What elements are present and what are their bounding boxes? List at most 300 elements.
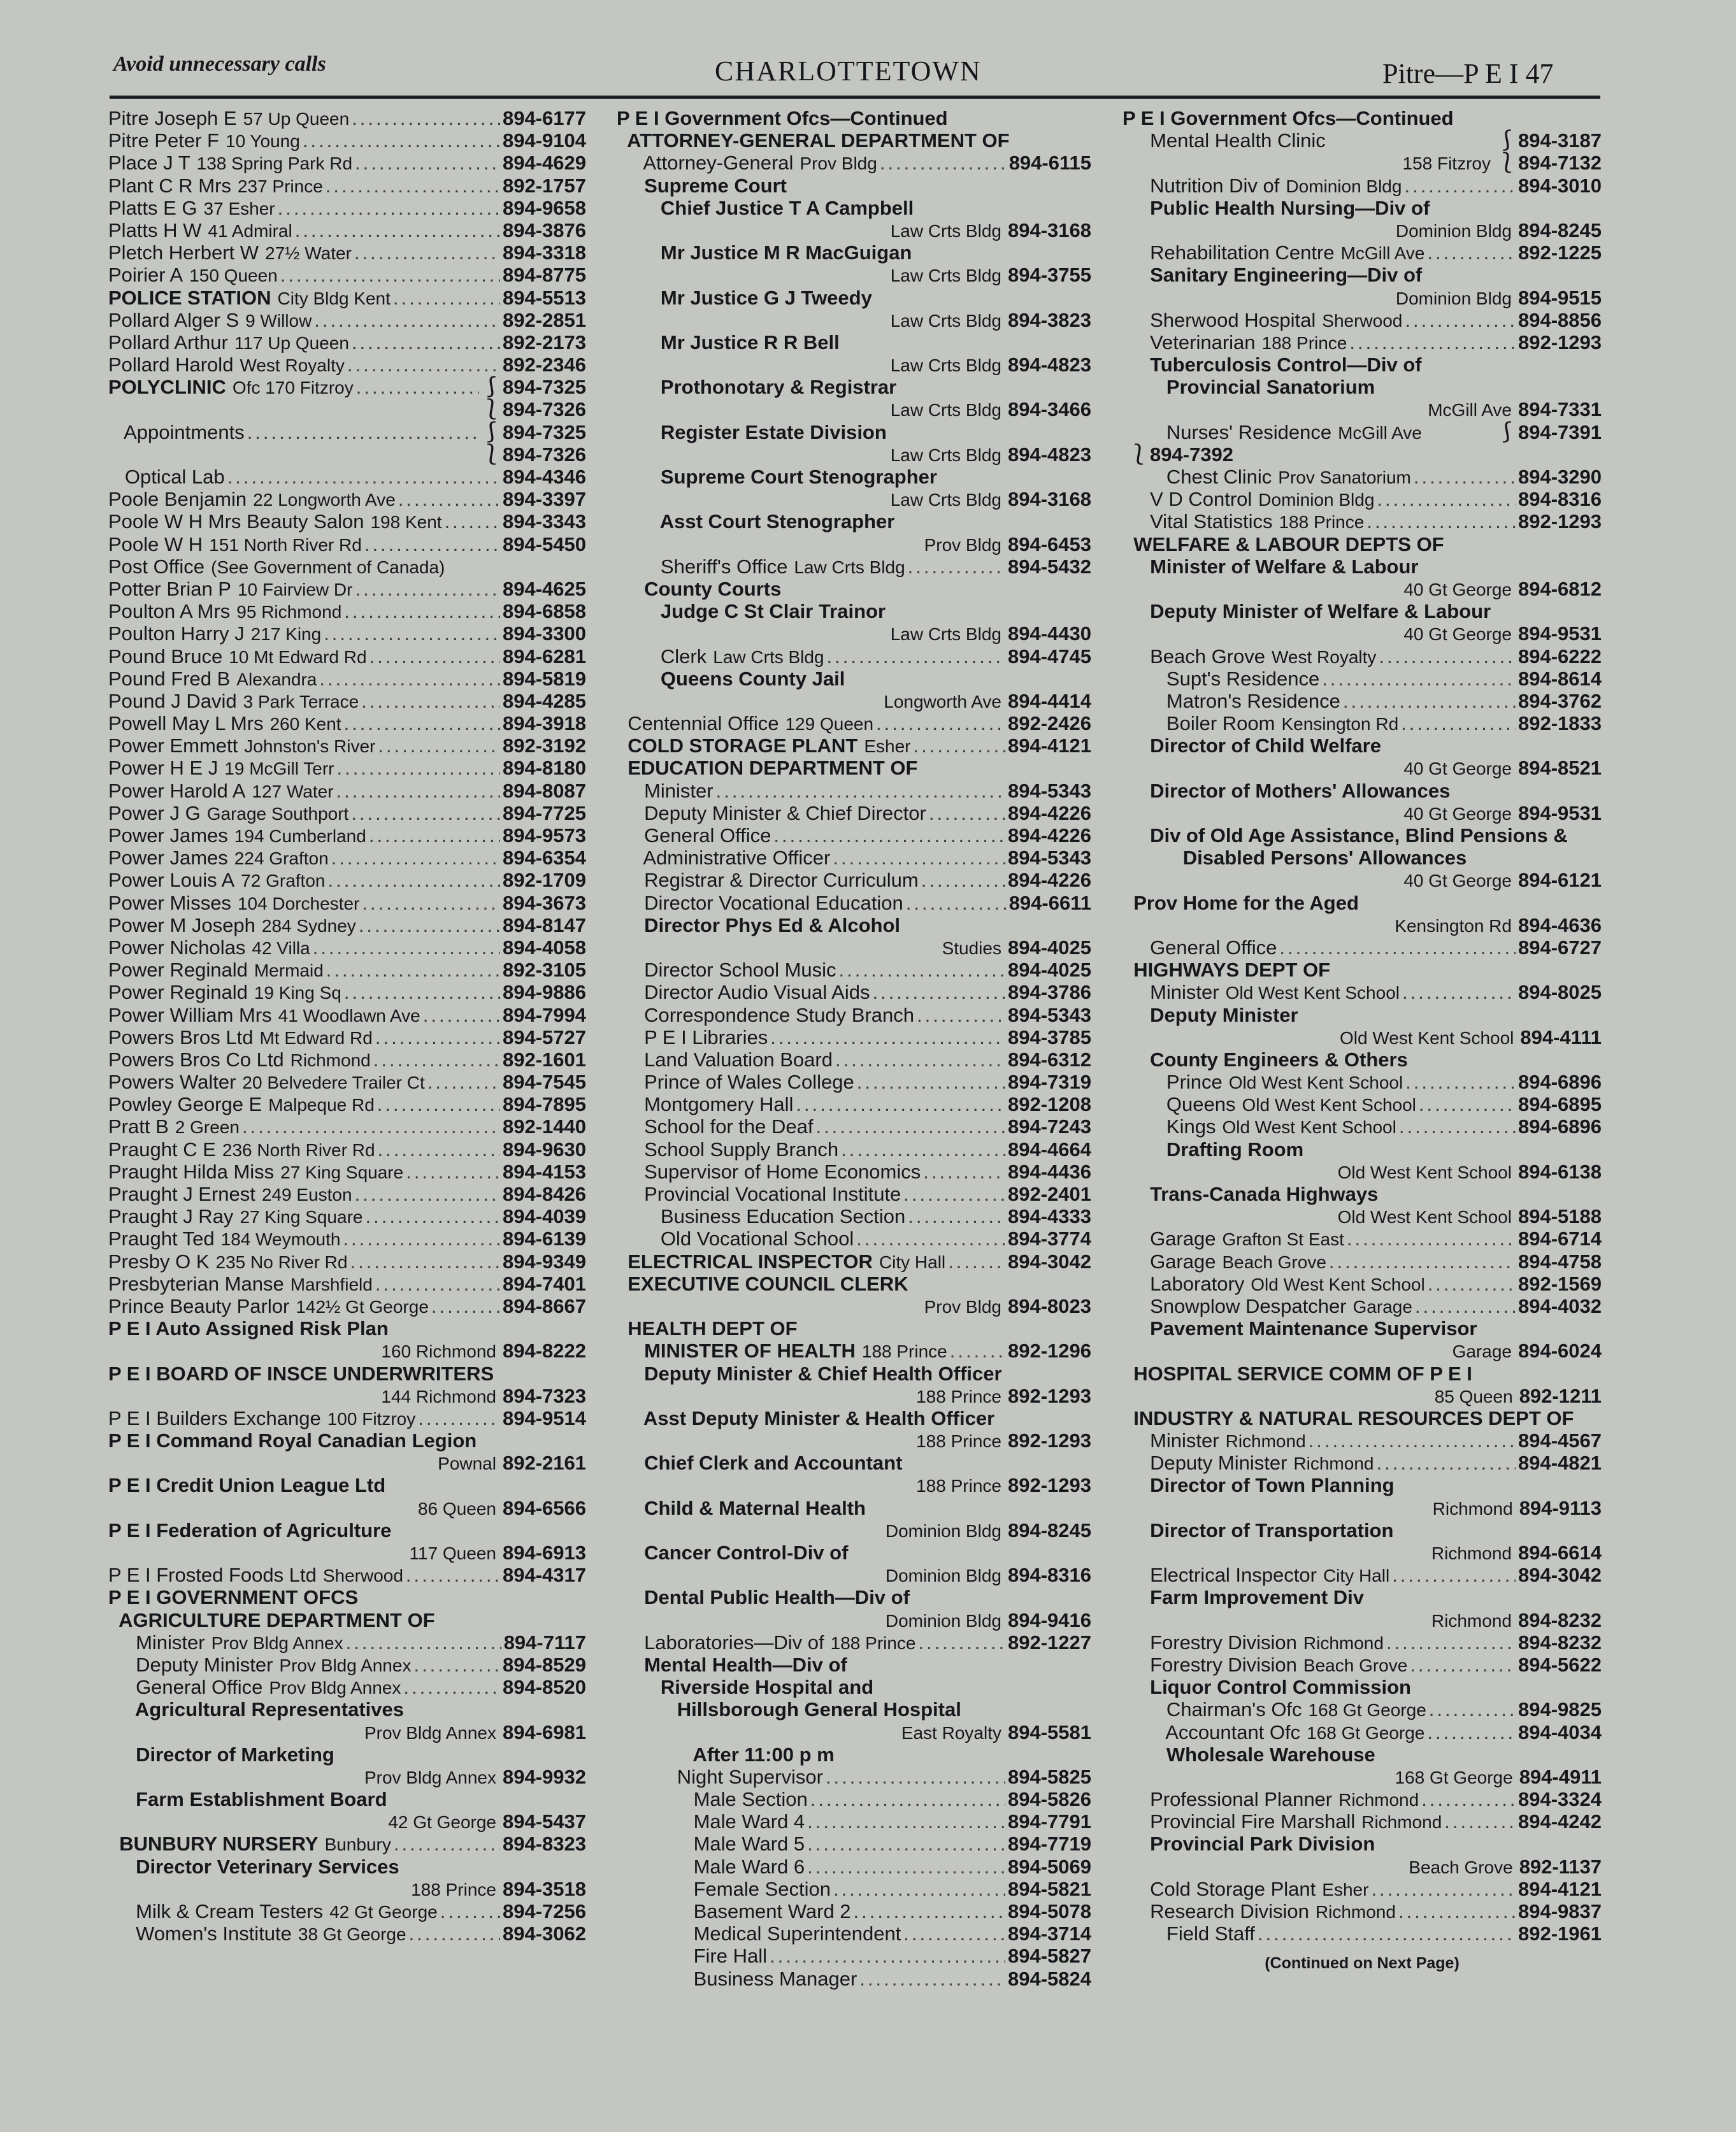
listing-address: Dominion Bldg	[1286, 176, 1402, 196]
leader-dots	[919, 1631, 1005, 1654]
listing-row	[108, 331, 586, 354]
listing-row	[108, 936, 586, 959]
listing-phone: 894-7545	[502, 1071, 586, 1094]
listing-phone: 894-3397	[502, 488, 586, 511]
leader-dots	[427, 1071, 500, 1093]
listing-phone: 894-3466	[1007, 398, 1091, 421]
listing-row	[617, 354, 1091, 376]
listing-address: Law Crts Bldg	[890, 624, 1001, 645]
listing-address: 188 Prince	[861, 1341, 947, 1362]
listing-phone: 892-1757	[502, 174, 586, 197]
listing-name: Supervisor of Home Economics	[617, 1160, 921, 1183]
leader-dots	[378, 1138, 500, 1161]
listing-address: 19 King Sq	[254, 983, 341, 1003]
listing-heading: Director of Transportation	[1123, 1519, 1394, 1542]
listing-name: Optical Lab	[108, 466, 225, 488]
listing-phone: 894-7994	[502, 1003, 586, 1026]
listing-phone: 894-7401	[502, 1272, 586, 1295]
leader-dots	[1429, 1698, 1516, 1721]
listing-phone: 894-4285	[502, 689, 586, 712]
leader-dots	[1427, 241, 1516, 264]
listing-row	[617, 1295, 1091, 1317]
listing-address: Pownal	[438, 1454, 496, 1474]
listing-phone: 894-4436	[1007, 1160, 1091, 1183]
listing-heading: Chief Justice T A Campbell	[617, 196, 914, 219]
leader-dots	[833, 847, 1005, 869]
listing-row	[108, 1295, 586, 1317]
listing-address: Prov Bldg	[924, 534, 1001, 555]
listing-name: Power Reginald	[108, 959, 248, 982]
listing-address: 42 Gt George	[329, 1902, 438, 1922]
listing-name: ELECTRICAL INSPECTOR	[617, 1250, 873, 1273]
leader-dots	[826, 1766, 1005, 1788]
listing-heading: Liquor Control Commission	[1123, 1676, 1411, 1699]
listing-row	[108, 107, 586, 129]
listing-heading: Dental Public Health—Div of	[617, 1586, 910, 1609]
listing-row	[617, 1519, 1091, 1542]
listing-phone: 894-5824	[1007, 1967, 1091, 1990]
leader-dots	[418, 1407, 500, 1429]
listing-phone: 894-8520	[502, 1676, 586, 1699]
listing-heading: Tuberculosis Control—Div of	[1123, 354, 1422, 376]
listing-address: McGill Ave	[1340, 243, 1425, 264]
leader-dots	[833, 1878, 1005, 1900]
listing-name: Minister	[617, 779, 714, 802]
listing-row	[617, 622, 1091, 645]
listing-row	[617, 1071, 1091, 1093]
listing-heading: P E I Federation of Agriculture	[108, 1519, 392, 1542]
listing-heading: Pavement Maintenance Supervisor	[1123, 1317, 1477, 1340]
listing-address: McGill Ave	[1428, 400, 1512, 420]
leader-dots	[440, 1900, 500, 1922]
listing-phone: 894-6138	[1517, 1160, 1602, 1183]
listing-heading: Director Veterinary Services	[108, 1855, 399, 1878]
leader-dots	[319, 668, 500, 690]
listing-phone: 892-1137	[1519, 1855, 1602, 1878]
listing-row	[1123, 802, 1602, 824]
listing-phone: 892-1293	[1517, 331, 1602, 354]
leader-dots	[1419, 1093, 1516, 1115]
listing-phone: 894-6896	[1517, 1071, 1602, 1094]
listing-row	[617, 1945, 1091, 1967]
listing-name: Power Louis A	[108, 869, 235, 892]
listing-name: Platts H W	[108, 218, 202, 241]
leader-dots	[872, 981, 1005, 1003]
leader-dots	[343, 1227, 500, 1250]
listing-row	[108, 959, 586, 981]
listing-address: 95 Richmond	[236, 602, 342, 622]
listing-name: Prince Beauty Parlor	[108, 1294, 290, 1317]
listing-address: Richmond	[1225, 1431, 1306, 1452]
listing-row	[108, 466, 586, 488]
listing-phone: 894-9658	[502, 196, 586, 219]
listing-name: Nutrition Div of	[1123, 174, 1280, 197]
listing-address: Old West Kent School	[1228, 1073, 1403, 1093]
listing-name: Deputy Minister & Chief Director	[617, 801, 926, 824]
listing-phone: 894-6222	[1517, 645, 1602, 668]
listing-address: Richmond	[290, 1050, 371, 1070]
listing-phone: 892-1833	[1517, 712, 1602, 735]
listing-phone: 894-4025	[1007, 936, 1091, 959]
listing-phone: 894-3823	[1007, 308, 1091, 331]
listing-row	[108, 1183, 586, 1205]
leader-dots	[906, 892, 1007, 914]
listing-phone: 894-3785	[1007, 1026, 1091, 1048]
listing-row	[617, 712, 1091, 734]
leader-dots	[375, 1273, 500, 1295]
listing-name: Praught Hilda Miss	[108, 1160, 275, 1183]
listing-phone: 894-5727	[502, 1026, 586, 1048]
leader-dots	[1401, 712, 1516, 734]
listing-row	[617, 869, 1091, 891]
listing-address: Law Crts Bldg	[890, 400, 1001, 420]
listing-address: 38 Gt George	[298, 1924, 406, 1945]
listing-phone: 894-4121	[1517, 1877, 1602, 1900]
listing-address: 127 Water	[252, 781, 334, 801]
listing-row	[1123, 1856, 1602, 1878]
listing-address: Richmond	[1293, 1454, 1374, 1474]
listing-row	[108, 510, 586, 533]
listing-row	[617, 690, 1091, 712]
listing-name: Minister	[108, 1631, 205, 1654]
brace-mark: ⎰	[1496, 129, 1517, 152]
listing-name: Registrar & Director Curriculum	[617, 869, 919, 892]
leader-dots	[948, 1250, 1005, 1273]
listing-heading: P E I Auto Assigned Risk Plan	[108, 1317, 389, 1340]
listing-name: POLYCLINIC	[108, 376, 226, 399]
listing-row	[108, 1833, 586, 1855]
listing-heading: HEALTH DEPT OF	[617, 1317, 798, 1340]
listing-row	[108, 824, 586, 847]
listing-phone: 892-2401	[1007, 1183, 1091, 1205]
listing-heading: Minister of Welfare & Labour	[1123, 555, 1419, 578]
header-left-note: Avoid unnecessary calls	[113, 52, 326, 76]
listing-name: Power James	[108, 847, 228, 869]
brace-mark: ⎱	[1496, 152, 1517, 175]
listing-heading: P E I Government Ofcs—Continued	[617, 107, 948, 129]
listing-row	[108, 533, 586, 555]
listing-column-3	[1123, 107, 1602, 1975]
listing-name: Snowplow Despatcher	[1123, 1294, 1347, 1317]
listing-heading: Chief Clerk and Accountant	[617, 1452, 903, 1475]
listing-phone: 894-8023	[1007, 1294, 1091, 1317]
leader-dots	[1402, 981, 1516, 1003]
listing-row	[108, 914, 586, 936]
listing-name: Pratt B	[108, 1115, 169, 1138]
listing-row	[108, 780, 586, 802]
listing-address: Law Crts Bldg	[890, 266, 1001, 286]
leader-dots	[344, 712, 500, 734]
listing-name: Attorney-General	[617, 152, 794, 175]
listing-address: West Royalty	[240, 355, 345, 376]
listing-name: Appointments	[108, 420, 245, 443]
listing-address: Dominion Bldg	[885, 1566, 1001, 1586]
listing-heading: Director Phys Ed & Alcohol	[617, 913, 900, 936]
listing-row	[108, 1900, 586, 1922]
listing-name: Sherwood Hospital	[1123, 308, 1316, 331]
listing-address: 86 Queen	[417, 1498, 496, 1519]
listing-phone: 894-4636	[1517, 913, 1602, 936]
listing-row	[108, 287, 586, 309]
listing-address: 40 Gt George	[1403, 759, 1512, 779]
listing-row	[1123, 914, 1602, 936]
leader-dots	[1415, 1295, 1516, 1317]
listing-row	[617, 1474, 1091, 1496]
listing-address: 168 Gt George	[1307, 1722, 1425, 1743]
listing-row	[1123, 1497, 1602, 1519]
listing-phone: 894-4226	[1007, 869, 1091, 892]
listing-name: Beach Grove	[1123, 645, 1265, 668]
listing-name: Power Harold A	[108, 779, 246, 802]
listing-address: Law Crts Bldg	[890, 355, 1001, 376]
listing-row	[1123, 1161, 1602, 1183]
listing-phone: 892-2173	[502, 331, 586, 354]
listing-phone: 894-3042	[1007, 1250, 1091, 1273]
listing-name: Provincial Fire Marshall	[1123, 1810, 1356, 1833]
leader-dots	[1414, 466, 1516, 488]
leader-dots	[1322, 668, 1516, 690]
listing-phone: 894-9349	[502, 1250, 586, 1273]
listing-row	[108, 1407, 586, 1429]
listing-row	[617, 533, 1091, 555]
listing-row	[108, 1922, 586, 1945]
listing-address: Richmond	[1303, 1633, 1384, 1653]
listing-phone: 894-8245	[1517, 218, 1602, 241]
listing-address: 41 Admiral	[208, 220, 292, 241]
listing-name: Pollard Alger S	[108, 308, 240, 331]
listing-heading: Disabled Persons' Allowances	[1123, 847, 1467, 869]
listing-row	[617, 1385, 1091, 1407]
listing-phone: 894-3062	[502, 1922, 586, 1945]
listing-name: Deputy Minister	[1123, 1452, 1288, 1475]
listing-row	[108, 668, 586, 690]
leader-dots	[921, 869, 1005, 891]
listing-row	[1123, 936, 1602, 959]
listing-row	[1123, 1115, 1602, 1138]
listing-heading: Asst Court Stenographer	[617, 510, 895, 533]
listing-address: Sherwood	[322, 1566, 403, 1586]
leader-dots	[854, 1900, 1005, 1922]
listing-name: Business Manager	[617, 1967, 857, 1990]
listing-row	[108, 869, 586, 891]
listing-heading: HIGHWAYS DEPT OF	[1123, 959, 1331, 982]
listing-name: Medical Superintendent	[617, 1922, 901, 1945]
brace-mark: ⎰	[481, 376, 501, 399]
listing-heading: Prov Home for the Aged	[1123, 891, 1359, 914]
listing-address: 188 Prince	[916, 1431, 1001, 1452]
listing-phone: 894-6812	[1517, 577, 1602, 600]
listing-name: Mental Health Clinic	[1123, 129, 1326, 152]
leader-dots	[908, 1205, 1005, 1227]
leader-dots	[369, 824, 500, 847]
leader-dots	[1405, 1071, 1516, 1093]
listing-name: Poulton Harry J	[108, 622, 245, 645]
listing-phone: 894-4745	[1007, 645, 1091, 668]
listing-row	[1123, 1227, 1602, 1250]
leader-dots	[1279, 936, 1516, 959]
listing-phone: 894-3786	[1007, 981, 1091, 1004]
listing-phone: 892-1709	[502, 869, 586, 892]
brace-mark: ⎰	[1496, 420, 1517, 443]
listing-row	[108, 1631, 586, 1654]
listing-row	[617, 1788, 1091, 1810]
leader-dots	[398, 488, 500, 510]
listing-address: 40 Gt George	[1403, 871, 1512, 891]
listing-name: MINISTER OF HEALTH	[617, 1340, 856, 1363]
listing-phone: 894-6566	[502, 1496, 586, 1519]
listing-address: Beach Grove	[1303, 1655, 1408, 1675]
leader-dots	[857, 1071, 1005, 1093]
leader-dots	[841, 1138, 1005, 1161]
listing-address: 27 King Square	[280, 1162, 404, 1182]
listing-phone: 894-6281	[502, 645, 586, 668]
listing-heading: Director of Marketing	[108, 1743, 334, 1766]
listing-phone: 894-8316	[1517, 488, 1602, 511]
listing-phone: 894-5450	[502, 533, 586, 555]
listing-row	[108, 129, 586, 152]
listing-row	[617, 645, 1091, 668]
listing-phone: 894-5343	[1007, 847, 1091, 869]
listing-row	[108, 1564, 586, 1586]
listing-row	[108, 1273, 586, 1295]
listing-name: Accountant Ofc	[1123, 1721, 1301, 1743]
listing-name: Pollard Arthur	[108, 331, 228, 354]
listing-phone: 894-5821	[1007, 1877, 1091, 1900]
listing-address: 217 King	[250, 624, 322, 645]
listing-row	[108, 1766, 586, 1788]
listing-address: 224 Grafton	[234, 848, 329, 869]
listing-phone: 894-9514	[502, 1406, 586, 1429]
leader-dots	[807, 1856, 1005, 1878]
listing-address: 188 Prince	[830, 1633, 916, 1653]
listing-phone: 894-4821	[1517, 1452, 1602, 1475]
listing-phone: 894-6913	[502, 1542, 586, 1564]
listing-heading: Deputy Minister of Welfare & Labour	[1123, 600, 1491, 623]
listing-name: Queens	[1123, 1093, 1236, 1116]
listing-name: Powell May L Mrs	[108, 712, 264, 735]
listing-address: 188 Prince	[916, 1386, 1001, 1406]
listing-address: 37 Esher	[203, 198, 275, 218]
listing-row	[1123, 443, 1602, 466]
listing-name: Matron's Residence	[1123, 689, 1340, 712]
listing-phone: 894-4625	[502, 577, 586, 600]
listing-row	[617, 152, 1091, 174]
listing-name: BUNBURY NURSERY	[108, 1833, 319, 1856]
listing-address: Law Crts Bldg	[890, 445, 1001, 465]
listing-row	[108, 578, 586, 600]
listing-phone: 894-3324	[1517, 1788, 1602, 1811]
listing-name: Praught J Ernest	[108, 1183, 255, 1205]
leader-dots	[423, 1004, 500, 1026]
listing-name: Poole W H	[108, 533, 203, 555]
listing-address: Prov Bldg Annex	[211, 1633, 343, 1653]
listing-heading: Queens County Jail	[617, 667, 845, 690]
listing-row	[1123, 1385, 1602, 1407]
listing-row	[108, 802, 586, 824]
listing-row	[617, 443, 1091, 466]
listing-name: Old Vocational School	[617, 1227, 854, 1250]
listing-phone: 892-1293	[1007, 1474, 1091, 1497]
listing-phone: 894-5437	[502, 1810, 586, 1833]
listing-address: City Bldg Kent	[277, 288, 391, 308]
listing-phone: 894-6139	[502, 1227, 586, 1250]
listing-row	[1123, 241, 1602, 264]
listing-row	[617, 1048, 1091, 1071]
listing-phone: 894-6896	[1517, 1115, 1602, 1138]
listing-phone: 894-3755	[1007, 264, 1091, 287]
listing-phone: 894-5819	[502, 667, 586, 690]
listing-address: Law Crts Bldg	[890, 220, 1001, 241]
leader-dots	[807, 1833, 1005, 1855]
listing-phone: 894-5826	[1007, 1788, 1091, 1811]
listing-heading: P E I BOARD OF INSCE UNDERWRITERS	[108, 1362, 494, 1385]
listing-heading: Deputy Minister & Chief Health Officer	[617, 1362, 1002, 1385]
listing-address: Garage	[1452, 1341, 1512, 1362]
listing-name: Pollard Harold	[108, 354, 234, 376]
listing-row	[108, 219, 586, 241]
listing-name: Poole W H Mrs Beauty Salon	[108, 510, 364, 533]
listing-phone: 894-8775	[502, 264, 586, 287]
leader-dots	[1428, 1273, 1516, 1295]
listing-address: 150 Queen	[189, 266, 278, 286]
listing-phone: 892-3192	[502, 734, 586, 757]
brace-mark: ⎱	[1129, 443, 1149, 466]
leader-dots	[1386, 1631, 1516, 1654]
leader-dots	[1371, 1878, 1516, 1900]
leader-dots	[796, 1093, 1005, 1115]
leader-dots	[770, 1026, 1005, 1048]
listing-address: 237 Prince	[237, 176, 323, 196]
listing-address: 284 Sydney	[261, 915, 356, 936]
listing-name: Night Supervisor	[617, 1765, 823, 1788]
leader-dots	[923, 1161, 1005, 1183]
listing-phone: 894-3187	[1517, 129, 1602, 152]
listing-row	[1123, 1429, 1602, 1452]
listing-row	[108, 241, 586, 264]
listing-phone: 894-6981	[502, 1721, 586, 1743]
listing-phone: 894-5188	[1517, 1205, 1602, 1228]
listing-phone: 894-6614	[1517, 1542, 1602, 1564]
listing-phone: 894-9825	[1517, 1698, 1602, 1721]
leader-dots	[373, 1048, 500, 1071]
listing-row	[1123, 622, 1602, 645]
listing-row	[1123, 757, 1602, 779]
leader-dots	[359, 914, 500, 936]
listing-address: 42 Villa	[252, 938, 310, 958]
listing-phone: 894-8529	[502, 1653, 586, 1676]
listing-address: 10 Young	[226, 131, 300, 152]
listing-row	[1123, 129, 1602, 152]
listing-heading: Mr Justice R R Bell	[617, 331, 840, 354]
listing-phone: 894-5827	[1007, 1945, 1091, 1968]
listing-address: East Royalty	[901, 1722, 1001, 1743]
leader-dots	[326, 959, 500, 981]
listing-row	[1123, 1698, 1602, 1721]
leader-dots	[773, 824, 1005, 847]
listing-phone: 892-3105	[502, 959, 586, 982]
listing-phone: 892-1227	[1007, 1631, 1091, 1654]
listing-name: School for the Deaf	[617, 1115, 814, 1138]
listing-row	[108, 847, 586, 869]
listing-phone: 892-1440	[502, 1115, 586, 1138]
listing-phone: 894-9515	[1517, 286, 1602, 309]
listing-name: Supt's Residence	[1123, 667, 1320, 690]
leader-dots	[950, 1340, 1005, 1362]
leader-dots	[344, 981, 500, 1003]
listing-name: Garage	[1123, 1227, 1216, 1250]
listing-name: Rehabilitation Centre	[1123, 241, 1335, 264]
listing-row	[108, 398, 586, 420]
